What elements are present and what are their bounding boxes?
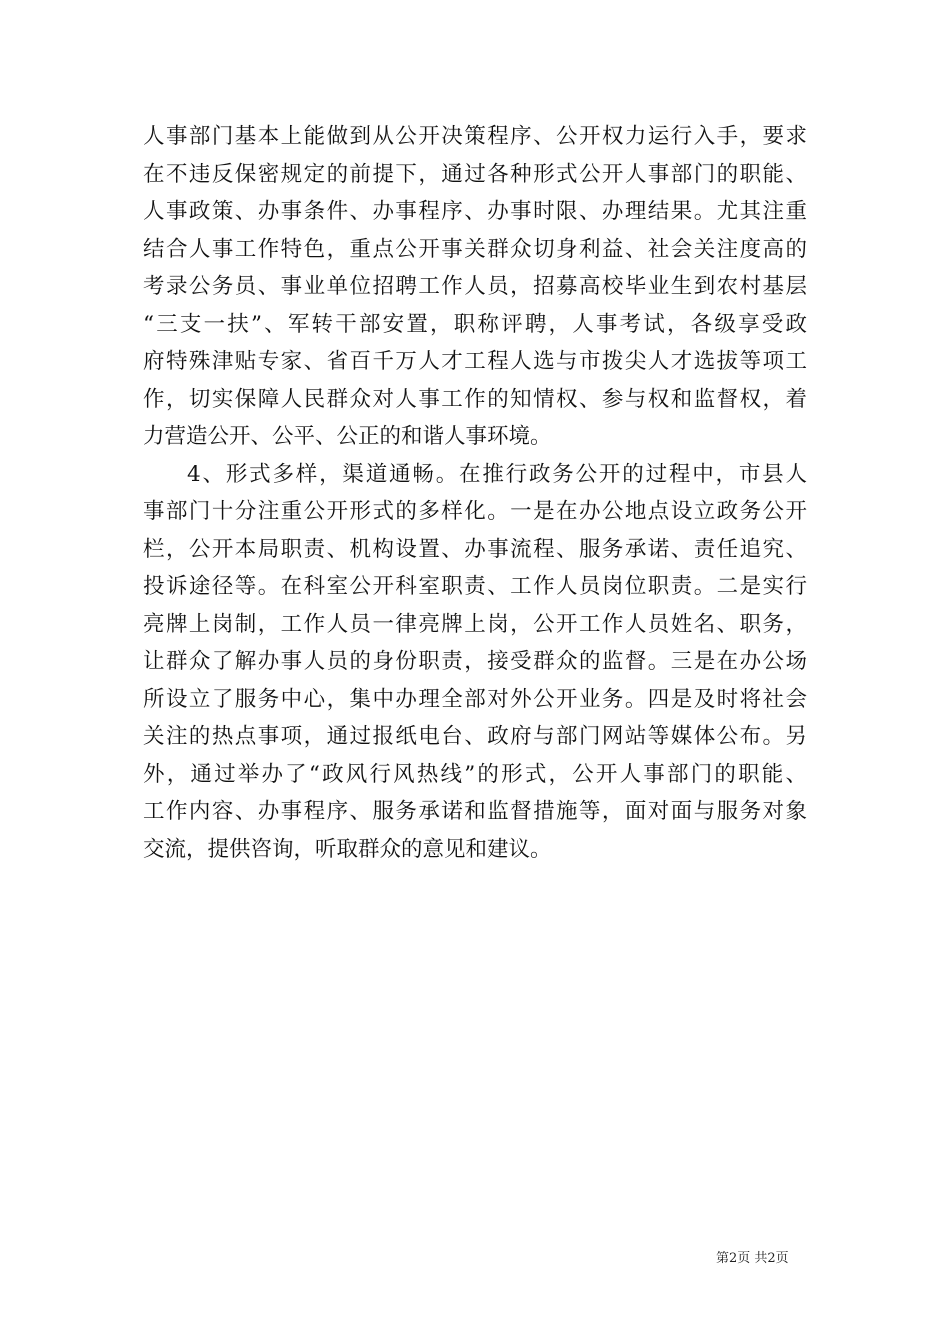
text-line: 人事部门基本上能做到从公开决策程序、公开权力运行入手，要求 (143, 124, 807, 149)
text-line: 结合人事工作特色，重点公开事关群众切身利益、社会关注度高的 (143, 236, 807, 262)
text-line: 栏，公开本局职责、机构设置、办事流程、服务承诺、责任追究、 (143, 536, 807, 562)
text-line: 工作内容、办事程序、服务承诺和监督措施等，面对面与服务对象 (143, 799, 807, 824)
text-line: 在不违反保密规定的前提下，通过各种形式公开人事部门的职能、 (143, 161, 807, 187)
text-line: 作，切实保障人民群众对人事工作的知情权、参与权和监督权，着 (143, 386, 807, 412)
text-line: 考录公务员、事业单位招聘工作人员，招募高校毕业生到农村基层 (143, 274, 807, 299)
text-line: 投诉途径等。在科室公开科室职责、工作人员岗位职责。二是实行 (143, 574, 807, 599)
page-number-footer: 第2页 共2页 (716, 1251, 789, 1266)
document-body (143, 118, 807, 868)
text-line: 事部门十分注重公开形式的多样化。一是在办公地点设立政务公开 (143, 499, 807, 524)
text-line: 外，通过举办了“政风行风热线”的形式，公开人事部门的职能、 (143, 761, 807, 787)
text-line: 亮牌上岗制，工作人员一律亮牌上岗，公开工作人员姓名、职务， (143, 611, 807, 637)
paragraph-2 (143, 456, 807, 869)
text-line: 交流，提供咨询，听取群众的意见和建议。 (143, 836, 552, 862)
text-line: 所设立了服务中心，集中办理全部对外公开业务。四是及时将社会 (143, 686, 807, 712)
text-line: 府特殊津贴专家、省百千万人才工程人选与市拨尖人才选拔等项工 (143, 349, 807, 374)
text-line: 人事政策、办事条件、办事程序、办事时限、办理结果。尤其注重 (143, 199, 807, 224)
text-line: 让群众了解办事人员的身份职责，接受群众的监督。三是在办公场 (143, 649, 807, 674)
text-line: 力营造公开、公平、公正的和谐人事环境。 (143, 424, 552, 449)
paragraph-1 (143, 118, 807, 456)
text-line: 关注的热点事项，通过报纸电台、政府与部门网站等媒体公布。另 (143, 724, 807, 749)
text-line: 4、形式多样，渠道通畅。在推行政务公开的过程中，市县人 (187, 461, 807, 487)
text-line: “三支一扶”、军转干部安置，职称评聘，人事考试，各级享受政 (143, 311, 807, 337)
